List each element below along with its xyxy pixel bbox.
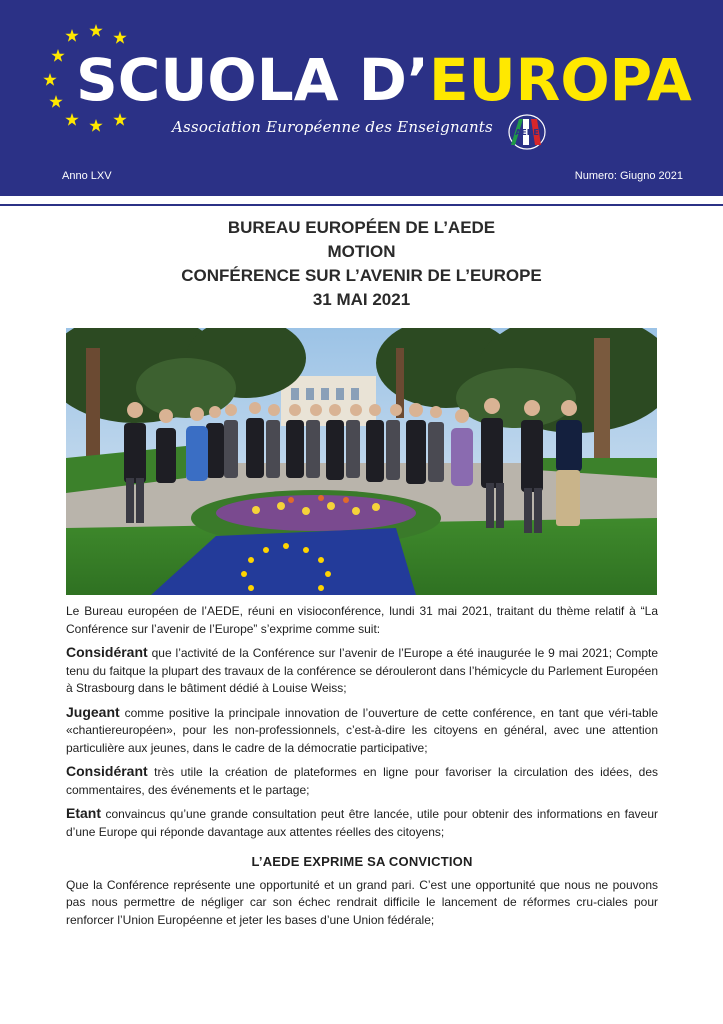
header-divider — [0, 204, 723, 206]
masthead — [0, 0, 723, 196]
masthead-subtitle: Association Européenne des Enseignants — [172, 118, 493, 136]
article-title — [0, 216, 723, 312]
masthead-title — [76, 48, 692, 112]
paragraph-considerant-1 — [66, 644, 658, 698]
paragraph-text: convaincus qu’une grande consultation peut être lancée, utile pour obtenir des informations en faveur d’une Europe qui réponde davantage aux attentes réelles des citoyens; — [66, 807, 658, 839]
paragraph-text: comme positive la principale innovation de l’ouverture de cette conférence, en tant que véri-table «chantiereuropéen», pour les non-professionnels, c’est-à-dire les citoyens en général, avec une attention particulière aux jeunes, dans le cadre de la démocratie participative; — [66, 705, 658, 755]
group-photo — [66, 328, 657, 595]
section-heading: L’AEDE EXPRIME SA CONVICTION — [251, 854, 473, 869]
article-body — [66, 603, 658, 935]
paragraph-text: très utile la création de plateformes en ligne pour favoriser la circulation des idées, des commentaires, des événements et le partage; — [66, 765, 658, 797]
paragraph-jugeant — [66, 704, 658, 758]
brand-yellow-text: EUROPA — [428, 46, 692, 114]
lead-word: Etant — [66, 805, 101, 821]
brand-white-text: SCUOLA D’ — [76, 46, 429, 114]
title-line-2: MOTION — [327, 242, 396, 261]
lead-word: Considérant — [66, 763, 148, 779]
lead-word: Jugeant — [66, 703, 120, 720]
conclusion-paragraph: Que la Conférence représente une opportunité et un grand pari. C’est une opportunité que nous ne pouvons pas nous permettre de négliger car son échec rendrait difficile le lancement de réformes cru-ciales pour renforcer l’Union Européenne et jeter les bases d’une Union fédérale; — [66, 877, 658, 927]
lead-word: Considérant — [66, 644, 148, 660]
title-line-3: CONFÉRENCE SUR L’AVENIR DE L’EUROPE — [181, 266, 542, 285]
title-line-4: 31 MAI 2021 — [312, 290, 411, 309]
aede-logo-icon — [503, 113, 551, 151]
intro-paragraph: Le Bureau européen de l’AEDE, réuni en visioconférence, lundi 31 mai 2021, traitant du thème relatif à “La Conférence sur l’avenir de l’Europe” s’exprime comme suit: — [66, 604, 658, 636]
title-line-1: BUREAU EUROPÉEN DE L’AEDE — [227, 218, 496, 237]
paragraph-etant — [66, 805, 658, 841]
paragraph-considerant-2 — [66, 763, 658, 799]
group-photo-illustration — [66, 328, 657, 595]
paragraph-text: que l’activité de la Conférence sur l’avenir de l’Europe a été inaugurée le 9 mai 2021; Compte tenu du faitque la plupart des travaux de la conférence se dérouleront dans l’hémicycle du Parlement Européen à Strasbourg dans le bâtiment dédié à Louise Weiss; — [66, 646, 658, 695]
aede-logo-text: AEDE — [515, 128, 539, 137]
issue-number: Numero: Giugno 2021 — [574, 170, 683, 182]
issue-year: Anno LXV — [62, 170, 112, 182]
